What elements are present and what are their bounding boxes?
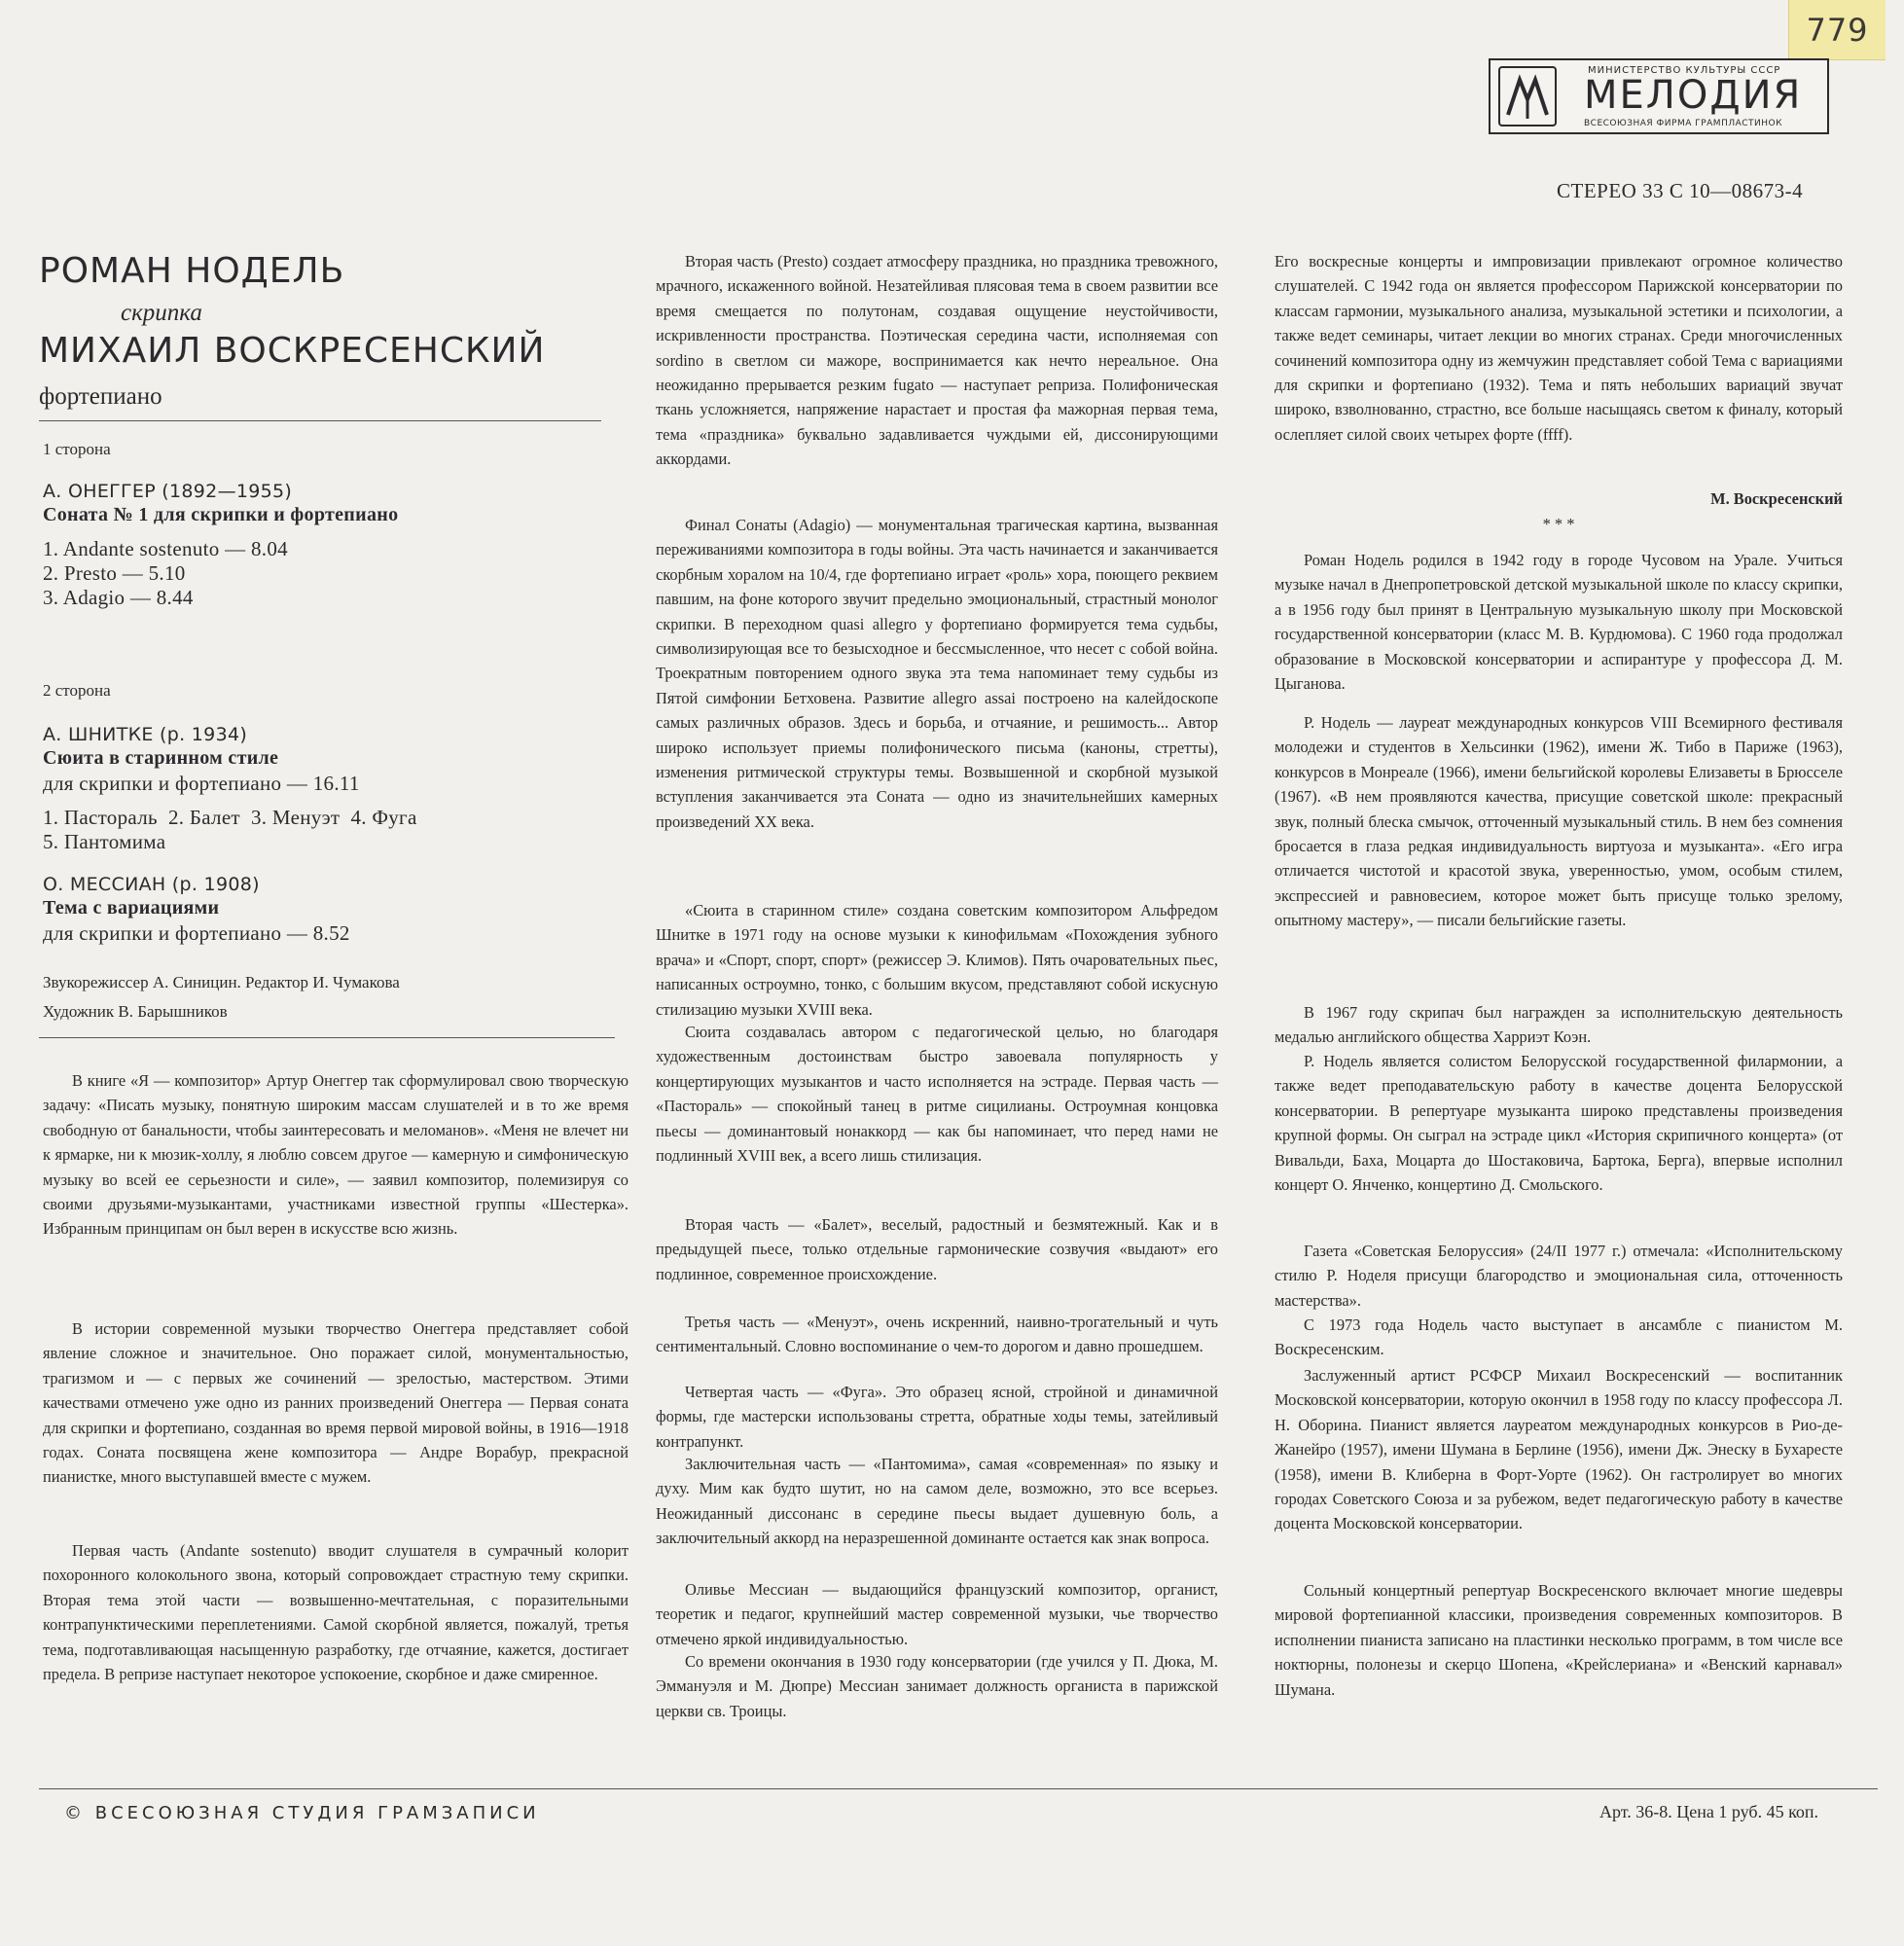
price-info: Арт. 36-8. Цена 1 руб. 45 коп. [1599, 1802, 1819, 1821]
instrument-1: скрипка [121, 300, 202, 326]
liner-paragraph: Заключительная часть — «Пантомима», самая «современная» по языку и духу. Мим как будто шутит, но на самом деле, возможно, это все всерьез. Неожиданный диссонанс в середине пьесы выдает душевную боль, а заключительный аккорд на неразрешенной доминанте остается как знак вопроса. [656, 1455, 1218, 1548]
studio-copyright: © ВСЕСОЮЗНАЯ СТУДИЯ ГРАМЗАПИСИ [64, 1803, 540, 1823]
liner-paragraph: Роман Нодель родился в 1942 году в городе Чусовом на Урале. Учиться музыке начал в Днепропетровской детской музыкальной школе по классу скрипки, а в 1956 году был принят в Центральную музыкальную школу при Московской государственной консерватории (класс М. В. Курдюмова). С 1960 года продолжал образование в Московской консерватории и аспирантуре у профессора Д. М. Цыганова. [1275, 551, 1843, 694]
logo-title: МЕЛОДИЯ [1584, 73, 1803, 118]
track-list-item: 1. Пастораль 2. Балет 3. Менуэт 4. Фуга [43, 806, 417, 829]
header-divider [39, 420, 601, 421]
liner-paragraph: Четвертая часть — «Фуга». Это образец ясной, стройной и динамичной формы, где мастерски использованы стретта, обратные ходы темы, затейливый контрапункт. [656, 1383, 1218, 1451]
side-2-composer-2: О. МЕССИАН (р. 1908) [43, 874, 260, 895]
side-2-work-2: Тема с вариациями [43, 897, 220, 919]
side-1-label: 1 сторона [43, 440, 111, 458]
catalog-number: СТЕРЕО 33 С 10—08673-4 [1557, 179, 1804, 202]
liner-paragraph: Вторая часть — «Балет», веселый, радостный и безмятежный. Как и в предыдущей пьесе, только отдельные гармонические созвучия «выдают» его подлинное, современное происхождение. [656, 1215, 1218, 1283]
liner-paragraph: Со времени окончания в 1930 году консерватории (где учился у П. Дюка, М. Эммануэля и М. Дюпре) Мессиан занимает должность органиста в парижской церкви св. Троицы. [656, 1652, 1218, 1720]
melodiya-logo [1489, 58, 1829, 134]
liner-paragraph: Первая часть (Andante sostenuto) вводит слушателя в сумрачный колорит похоронного колокольного звона, который сопровождает страстную тему скрипки. Вторая тема этой части — возвышенно-мечтательная, с поразительными контрапунктическими переплетениями. Самой скорбной является, пожалуй, третья тема, подготавливающая насыщенную разработку, где отчаяние, кажется, достигает предела. В репризе наступает некоторое успокоение, скорбное и даже смиренное. [43, 1541, 629, 1684]
liner-paragraph: С 1973 года Нодель часто выступает в ансамбле с пианистом М. Воскресенским. [1275, 1315, 1843, 1359]
track-list-item: 3. Adagio — 8.44 [43, 586, 194, 609]
track-list-item: 5. Пантомима [43, 830, 166, 853]
performer-2: МИХАИЛ ВОСКРЕСЕНСКИЙ [39, 331, 546, 371]
liner-paragraph: Р. Нодель является солистом Белорусской государственной филармонии, а также ведет преподавательскую работу в качестве доцента Белорусской консерватории. В репертуаре музыканта широко представлены произведения крупной формы. Он сыграл на эстраде цикл «История скрипичного концерта» (от Вивальди, Баха, Моцарта до Шостаковича, Бартока, Берга), впервые исполнил концерт О. Янченко, концертино Д. Смольского. [1275, 1052, 1843, 1195]
side-2-composer-1: А. ШНИТКЕ (р. 1934) [43, 724, 248, 745]
side-1-work: Соната № 1 для скрипки и фортепиано [43, 504, 399, 525]
footer-divider [39, 1788, 1878, 1789]
side-2-work-1: Сюита в старинном стиле [43, 747, 279, 769]
liner-paragraph: Оливье Мессиан — выдающийся французский композитор, органист, теоретик и педагог, крупнейший мастер современной музыки, чье творчество отмечено яркой индивидуальностью. [656, 1580, 1218, 1648]
credit-line: Звукорежиссер А. Синицин. Редактор И. Чумакова [43, 973, 400, 991]
liner-paragraph: «Сюита в старинном стиле» создана советским композитором Альфредом Шнитке в 1971 году на основе музыки к кинофильмам «Похождения зубного врача» и «Спорт, спорт, спорт» (режиссер Э. Климов). Пять очаровательных пьес, написанных остроумно, тонко, с большим вкусом, представляют собой искусную стилизацию музыки XVIII века. [656, 901, 1218, 1019]
liner-paragraph: В книге «Я — композитор» Артур Онеггер так сформулировал свою творческую задачу: «Писать музыку, понятную широким массам слушателей и в то же время свободную от банальности, чтобы заинтересовать и меломанов». «Меня не влечет ни к ярмарке, ни к мюзик-холлу, я люблю совсем другое — камерную и симфоническую музыку во всей ее серьезности и силе», — заявил композитор, полемизируя со своими друзьями-музыкантами, участниками известной группы «Шестерка». Избранным принципам он был верен в искусстве всю жизнь. [43, 1071, 629, 1239]
liner-paragraph: Сольный концертный репертуар Воскресенского включает многие шедевры мировой фортепианной классики, произведения современных композиторов. В исполнении пианиста записано на пластинки несколько программ, в том числе все ноктюрны, полонезы и скерцо Шопена, «Крейслериана» и «Венский карнавал» Шумана. [1275, 1581, 1843, 1699]
liner-paragraph: Р. Нодель — лауреат международных конкурсов VIII Всемирного фестиваля молодежи и студентов в Хельсинки (1962), имени Ж. Тибо в Париже (1963), конкурсов в Монреале (1966), имени бельгийской королевы Елизаветы в Брюсселе (1967). «В нем проявляются качества, присущие советской школе: прекрасный звук, полный блеска смычок, отточенный музыкальный стиль. В нем без сомнения бросается в глаза редкая индивидуальность виртуоза и музыканта». «Его игра отличается чистотой и красотой звука, уверенностью, умом, особым стилем, экспрессией и равновесием, которое может быть присуще только зрелому, опытному мастеру», — писали бельгийские газеты. [1275, 713, 1843, 930]
melodiya-emblem-icon [1498, 66, 1557, 126]
liner-paragraph: Заслуженный артист РСФСР Михаил Воскресенский — воспитанник Московской консерватории, которую окончил в 1958 году по классу профессора Л. Н. Оборина. Пианист является лауреатом международных конкурсов в Рио-де-Жанейро (1957), имени Шумана в Берлине (1956), имени Дж. Энеску в Бухаресте (1958), имени В. Клиберна в Форт-Уорте (1962). Он гастролирует во многих городах Советского Союза и за рубежом, ведет педагогическую работу в качестве доцента Московской консерватории. [1275, 1366, 1843, 1533]
side-2-label: 2 сторона [43, 681, 111, 700]
liner-paragraph: Сюита создавалась автором с педагогической целью, но благодаря художественным достоинствам быстро завоевала популярность у концертирующих музыкантов и часто исполняется на эстраде. Первая часть — «Пастораль» — спокойный танец в ритме сицилианы. Остроумная концовка пьесы — доминантовый нонаккорд — как бы напоминает, что перед нами не подлинный XVIII век, а всего лишь стилизация. [656, 1023, 1218, 1166]
liner-paragraph: Вторая часть (Presto) создает атмосферу праздника, но праздника тревожного, мрачного, искаженного войной. Незатейливая плясовая тема в своем развитии все время смещается по полутонам, создавая ощущение неустойчивости, искривленности пространства. Поэтическая середина части, исполняемая con sordino в светлом си мажоре, воспринимается как нечто нереальное. Она неожиданно прерывается резким fugato — наступает реприза. Полифоническая ткань усложняется, напряжение нарастает и простая фа мажорная первая тема, тема «праздника» буквально задавливается чуждыми ей, диссонирующими аккордами. [656, 252, 1218, 469]
logo-firm: ВСЕСОЮЗНАЯ ФИРМА ГРАМПЛАСТИНОК [1584, 119, 1783, 128]
price-sticker: 779 [1788, 0, 1886, 60]
instrument-2: фортепиано [39, 383, 162, 410]
logo-ministry: МИНИСТЕРСТВО КУЛЬТУРЫ СССР [1588, 65, 1781, 76]
track-list-item: 2. Presto — 5.10 [43, 561, 186, 585]
liner-paragraph: Финал Сонаты (Adagio) — монументальная трагическая картина, вызванная переживаниями композитора в годы войны. Эта часть начинается и заканчивается скорбным хоралом на 10/4, где фортепиано играет «роль» хора, поющего реквием павшим, на фоне которого звучит предельно эмоциональный, страстный монолог скрипки. В переходном quasi allegro у фортепиано формируется тема судьбы, символизирующая все то безысходное и бессмысленное, что несет с собой война. Троекратным повторением одного звука эта тема напоминает тему судьбы из Пятой симфонии Бетховена. Развитие allegro assai построено на калейдоскопе самых различных образов. Здесь и борьба, и отчаяние, и решимость... Автор широко использует приемы полифонического письма (каноны, стретты), изменения ритмической структуры темы. Возвышенной и скорбной музыкой вступления заканчивается эта Соната — одно из значительнейших камерных произведений XX века. [656, 516, 1218, 831]
section-separator: * * * [1542, 515, 1575, 533]
performer-1: РОМАН НОДЕЛЬ [39, 251, 345, 291]
credits-divider [39, 1037, 615, 1038]
credit-line: Художник В. Барышников [43, 1002, 228, 1021]
liner-paragraph: Газета «Советская Белоруссия» (24/II 1977 г.) отмечала: «Исполнительскому стилю Р. Ноделя присущи благородство и эмоциональная сила, отточенность мастерства». [1275, 1242, 1843, 1310]
liner-paragraph: В истории современной музыки творчество Онеггера представляет собой явление сложное и значительное. Оно поражает силой, монументальностью, трагизмом и — с первых же сочинений — зрелостью, мастерством. Этими качествами отмечено уже одно из ранних произведений Онеггера — Первая соната для скрипки и фортепиано, созданная во время первой мировой войны, в 1916—1918 годах. Соната посвящена жене композитора — Андре Ворабур, прекрасной пианистке, много выступавшей вместе с мужем. [43, 1319, 629, 1487]
liner-paragraph: Его воскресные концерты и импровизации привлекают огромное количество слушателей. С 1942 года он является профессором Парижской консерватории по классам гармонии, музыкального анализа, музыкальной эстетики и психологии, а также ведет семинары, читает лекции во многих странах. Среди многочисленных сочинений композитора одну из жемчужин представляет собой Тема с вариациями для скрипки и фортепиано (1932). Тема и пять небольших вариаций звучат широко, взволнованно, страстно, все больше насыщаясь светом к финалу, который ослепляет силой своих четырех форте (ffff). [1275, 252, 1843, 444]
liner-paragraph: В 1967 году скрипач был награжден за исполнительскую деятельность медалью английского общества Харриэт Коэн. [1275, 1003, 1843, 1047]
side-1-composer: А. ОНЕГГЕР (1892—1955) [43, 481, 293, 502]
side-2-work-1-subtitle: для скрипки и фортепиано — 16.11 [43, 772, 360, 795]
article-author: М. Воскресенский [1710, 489, 1843, 508]
track-list-item: 1. Andante sostenuto — 8.04 [43, 537, 288, 560]
side-2-work-2-subtitle: для скрипки и фортепиано — 8.52 [43, 921, 350, 945]
liner-paragraph: Третья часть — «Менуэт», очень искренний, наивно-трогательный и чуть сентиментальный. Словно воспоминание о чем-то дорогом и давно прошедшем. [656, 1313, 1218, 1356]
